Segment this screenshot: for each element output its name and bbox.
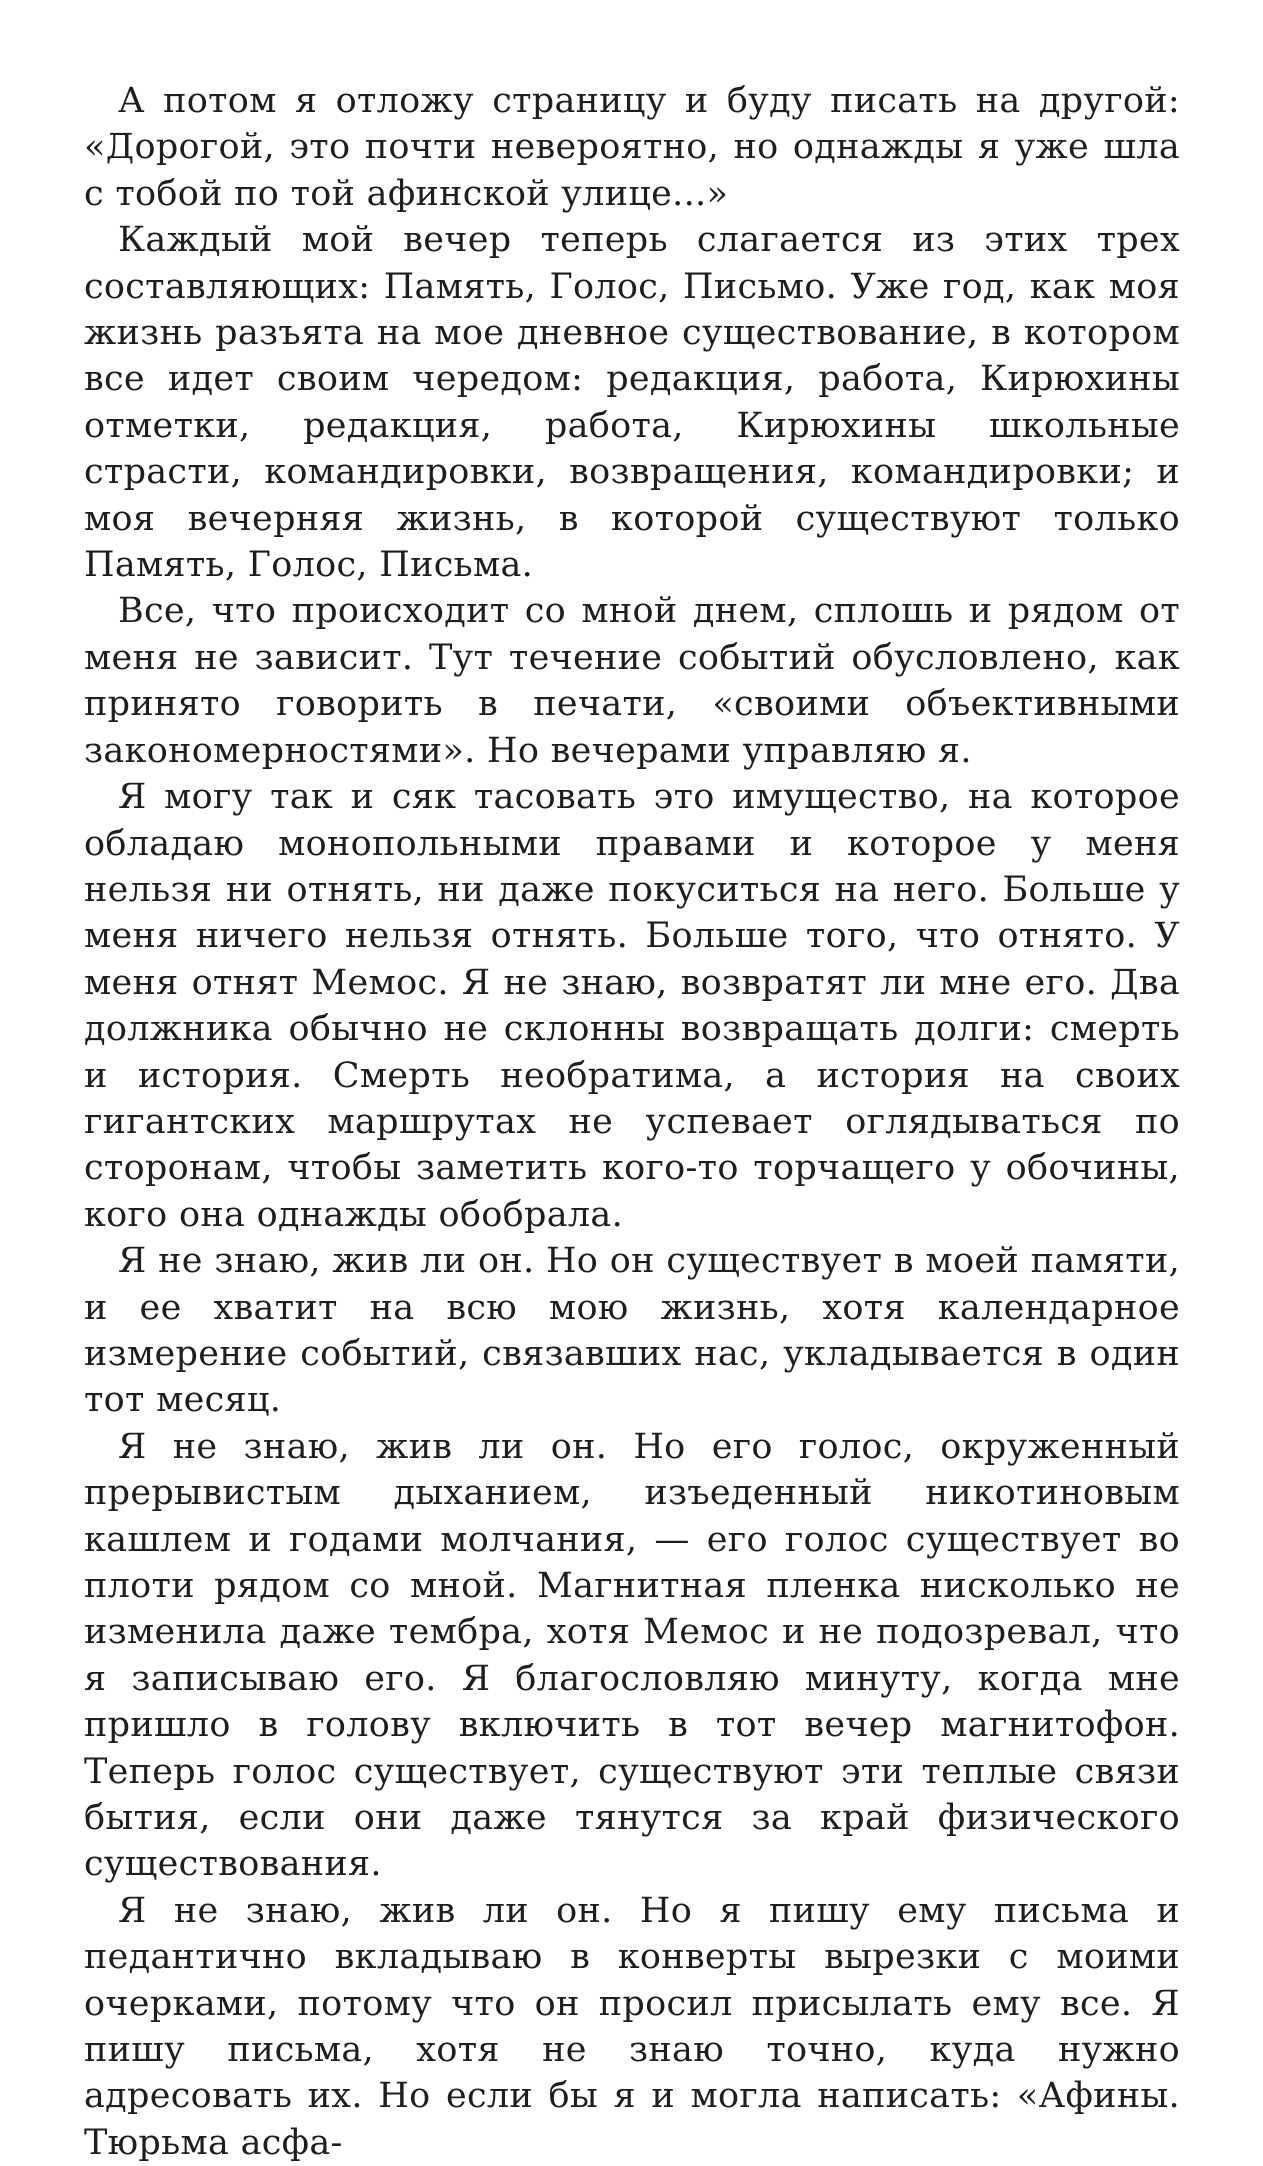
paragraph-2: Каждый мой вечер теперь слагается из этих трех составляющих: Память, Голос, Письмо. Уже год, как моя жизнь разъята на мое дневное существование, в котором все идет своим чередом: редакция, работа, Кирюхины отметки, редакция, работа, Кирюхины школьные страсти, командировки, возвращения, командировки; и моя вечерняя жизнь, в которой существуют только Память, Голос, Письма.	[84, 220, 1180, 586]
paragraph-5: Я не знаю, жив ли он. Но он существует в моей памяти, и ее хватит на всю мою жизнь, хотя календарное измерение событий, связавших нас, укладывается в один тот месяц.	[84, 1241, 1180, 1421]
page-text	[84, 78, 1180, 2166]
paragraph-7: Я не знаю, жив ли он. Но я пишу ему письма и педантично вкладываю в конверты вырезки с моими очерками, потому что он просил присылать ему все. Я пишу письма, хотя не знаю точно, куда нужно адресовать их. Но если бы я и могла написать: «Афины. Тюрьма асфа-	[84, 1890, 1180, 2163]
paragraph-3: Все, что происходит со мной днем, сплошь и рядом от меня не зависит. Тут течение событий обусловлено, как принято говорить в печати, «своими объективными закономерностями». Но вечерами управляю я.	[84, 591, 1180, 771]
paragraph-4: Я могу так и сяк тасовать это имущество, на которое обладаю монопольными правами и которое у меня нельзя ни отнять, ни даже покуситься на него. Больше у меня ничего нельзя отнять. Больше того, что отнято. У меня отнят Мемос. Я не знаю, возвратят ли мне его. Два должника обычно не склонны возвращать долги: смерть и история. Смерть необратима, а история на своих гигантских маршрутах не успевает оглядываться по сторонам, чтобы заметить кого-то торчащего у обочины, кого она однажды обобрала.	[84, 777, 1180, 1235]
paragraph-1: А потом я отложу страницу и буду писать на другой: «Дорогой, это почти невероятно, но однажды я уже шла с тобой по той афинской улице...»	[84, 81, 1180, 214]
paragraph-6: Я не знаю, жив ли он. Но его голос, окруженный прерывистым дыханием, изъеденный никотиновым кашлем и годами молчания, — его голос существует во плоти рядом со мной. Магнитная пленка нисколько не изменила даже тембра, хотя Мемос и не подозревал, что я записываю его. Я благословляю минуту, когда мне пришло в голову включить в тот вечер магнитофон. Теперь голос существует, существуют эти теплые связи бытия, если они даже тянутся за край физического существования.	[84, 1426, 1180, 1885]
